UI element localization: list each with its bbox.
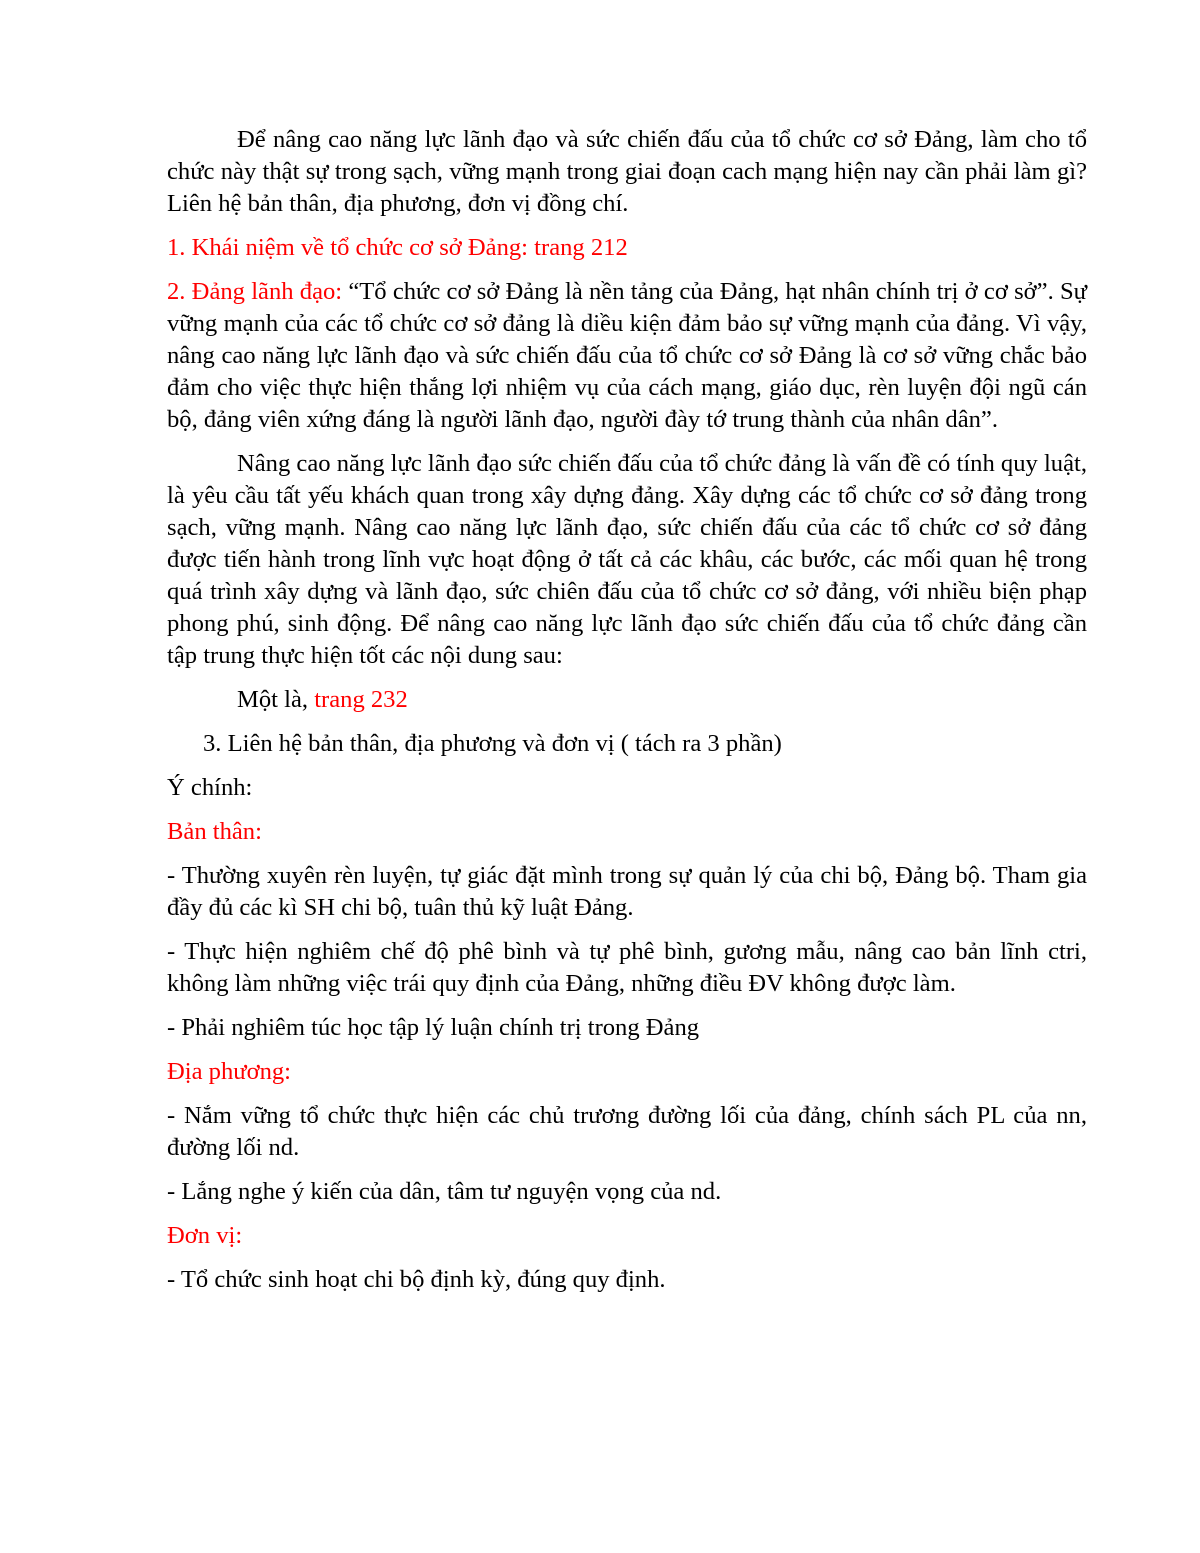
item-1-heading: 1. Khái niệm về tổ chức cơ sở Đảng: trang 212 [167, 234, 628, 261]
item-2-text: “Tổ chức cơ sở Đảng là nền tảng của Đảng, hạt nhân chính trị ở cơ sở”. Sự vững mạnh của các tổ chức cơ sở đảng là diều kiện đảm bảo sự vững mạnh của đảng. Vì vậy, nâng cao năng lực lãnh đạo và sức chiến đấu của tổ chức cơ sở Đảng là cơ sở vững chắc bảo đảm cho việc thực hiện thắng lợi nhiệm vụ của cách mạng, giáo dục, rèn luyện đội ngũ cán bộ, đảng viên xứng đáng là người lãnh đạo, người đày tớ trung thành của nhân dân”. [167, 278, 1087, 433]
item-3-heading: 3. Liên hệ bản thân, địa phương và đơn vị ( tách ra 3 phần) [203, 730, 782, 757]
bullet-item: - Thường xuyên rèn luyện, tự giác đặt mình trong sự quản lý của chi bộ, Đảng bộ. Tham gia đầy đủ các kì SH chi bộ, tuân thủ kỹ luật Đảng. [167, 862, 1087, 921]
bullet-item: - Lắng nghe ý kiến của dân, tâm tư nguyện vọng của nd. [167, 1178, 722, 1205]
question-paragraph: Để nâng cao năng lực lãnh đạo và sức chiến đấu của tổ chức cơ sở Đảng, làm cho tổ chức này thật sự trong sạch, vững mạnh trong giai đoạn cach mạng hiện nay cần phải làm gì? Liên hệ bản thân, địa phương, đơn vị đồng chí. [167, 126, 1087, 217]
item-2-label: 2. Đảng lãnh đạo: [167, 278, 343, 305]
section-heading-dia-phuong: Địa phương: [167, 1058, 292, 1085]
mot-la-page-ref: trang 232 [314, 686, 408, 713]
bullet-item: - Tổ chức sinh hoạt chi bộ định kỳ, đúng quy định. [167, 1266, 666, 1293]
section-heading-don-vi: Đơn vị: [167, 1222, 243, 1249]
main-ideas-label: Ý chính: [167, 774, 253, 801]
document-page [167, 124, 1087, 1308]
bullet-item: - Phải nghiêm túc học tập lý luận chính trị trong Đảng [167, 1014, 700, 1041]
mot-la-line [167, 684, 1087, 716]
mot-la-label: Một là, [237, 686, 315, 713]
item-2-paragraph [167, 276, 1087, 436]
section-heading-ban-than: Bản thân: [167, 818, 262, 845]
bullet-item: - Nắm vững tổ chức thực hiện các chủ trương đường lối của đảng, chính sách PL của nn, đường lối nd. [167, 1102, 1087, 1161]
bullet-item: - Thực hiện nghiêm chế độ phê bình và tự phê bình, gương mẫu, nâng cao bản lĩnh ctri, không làm những việc trái quy định của Đảng, những điều ĐV không được làm. [167, 938, 1087, 997]
paragraph-3: Nâng cao năng lực lãnh đạo sức chiến đấu của tổ chức đảng là vấn đề có tính quy luật, là yêu cầu tất yếu khách quan trong xây dựng đảng. Xây dựng các tổ chức cơ sở đảng trong sạch, vững mạnh. Nâng cao năng lực lãnh đạo, sức chiến đấu của các tổ chức cơ sở đảng được tiến hành trong lĩnh vực hoạt động ở tất cả các khâu, các bước, các mối quan hệ trong quá trình xây dựng và lãnh đạo, sức chiên đấu của tổ chức cơ sở đảng, với nhiều biện phạp phong phú, sinh động. Để nâng cao năng lực lãnh đạo sức chiến đấu của tổ chức đảng cần tập trung thực hiện tốt các nội dung sau: [167, 450, 1087, 669]
